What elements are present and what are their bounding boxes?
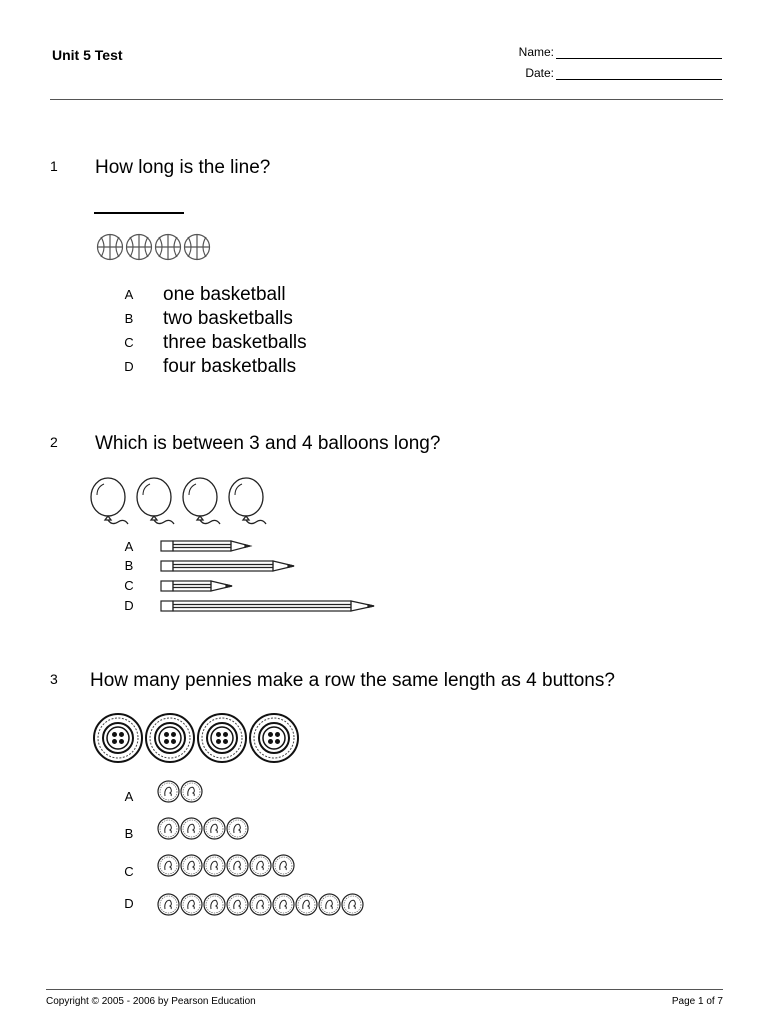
balloon-icon — [137, 478, 174, 524]
penny-icon — [273, 894, 294, 915]
q3-choice-c-pennies[interactable] — [157, 854, 377, 878]
question-3-number: 3 — [50, 671, 58, 687]
button-icon — [250, 714, 298, 762]
q2-choice-d-letter: D — [124, 598, 134, 613]
pencil-icon-c — [161, 581, 232, 591]
penny-icon — [204, 818, 225, 839]
balloon-icon — [91, 478, 128, 524]
footer-divider — [46, 989, 723, 990]
basketball-icon — [156, 235, 181, 260]
question-1-text: How long is the line? — [95, 157, 271, 178]
q3-choice-a-letter: A — [124, 789, 134, 804]
q1-choice-a-letter: A — [124, 287, 134, 302]
pencil-icon-d — [161, 601, 374, 611]
q3-choice-b-pennies[interactable] — [157, 817, 377, 841]
button-icon — [146, 714, 194, 762]
q1-choice-a[interactable]: one basketball — [163, 284, 286, 305]
button-icon — [94, 714, 142, 762]
penny-icon — [273, 855, 294, 876]
q2-choice-c-letter: C — [124, 578, 134, 593]
balloon-icon — [229, 478, 266, 524]
penny-icon — [250, 855, 271, 876]
penny-icon — [250, 894, 271, 915]
basketball-icon — [185, 235, 210, 260]
basketball-icon — [127, 235, 152, 260]
penny-icon — [204, 855, 225, 876]
button-icon — [198, 714, 246, 762]
penny-icon — [181, 781, 202, 802]
button-icons — [92, 712, 302, 764]
q1-choice-b[interactable]: two basketballs — [163, 308, 293, 329]
q2-choice-a-letter: A — [124, 539, 134, 554]
test-title: Unit 5 Test — [52, 47, 123, 63]
q3-choice-d-pennies[interactable] — [157, 893, 377, 917]
penny-icon — [227, 894, 248, 915]
pencil-choices[interactable] — [160, 539, 380, 615]
penny-icon — [342, 894, 363, 915]
penny-icon — [158, 818, 179, 839]
basketball-icon — [98, 235, 123, 260]
q1-choice-d-letter: D — [124, 359, 134, 374]
pencil-icon-b — [161, 561, 294, 571]
question-1-number: 1 — [50, 158, 58, 174]
balloon-icons — [88, 477, 288, 533]
penny-icon — [227, 818, 248, 839]
q3-choice-d-letter: D — [124, 896, 134, 911]
balloon-icon — [183, 478, 220, 524]
penny-icon — [204, 894, 225, 915]
q3-choice-a-pennies[interactable] — [157, 780, 377, 804]
pencil-icon-a — [161, 541, 250, 551]
penny-icon — [158, 894, 179, 915]
q1-choice-d[interactable]: four basketballs — [163, 356, 297, 377]
q1-choice-c[interactable]: three basketballs — [163, 332, 307, 353]
footer-page-number: Page 1 of 7 — [671, 996, 723, 1007]
penny-icon — [181, 894, 202, 915]
penny-icon — [158, 781, 179, 802]
question-2-number: 2 — [50, 434, 58, 450]
q1-choice-b-letter: B — [124, 311, 134, 326]
basketball-icons — [96, 233, 216, 261]
question-2-text: Which is between 3 and 4 balloons long? — [95, 433, 441, 454]
date-label: Date: — [525, 66, 554, 80]
q3-choice-c-letter: C — [124, 864, 134, 879]
question-3-text: How many pennies make a row the same length as 4 buttons? — [90, 670, 615, 691]
q1-choice-c-letter: C — [124, 335, 134, 350]
penny-icon — [181, 855, 202, 876]
penny-icon — [319, 894, 340, 915]
q2-choice-b-letter: B — [124, 558, 134, 573]
penny-icon — [227, 855, 248, 876]
name-label: Name: — [518, 45, 554, 59]
penny-icon — [158, 855, 179, 876]
footer-copyright: Copyright © 2005 - 2006 by Pearson Education — [46, 996, 256, 1007]
q3-choice-b-letter: B — [124, 826, 134, 841]
penny-icon — [181, 818, 202, 839]
penny-icon — [296, 894, 317, 915]
